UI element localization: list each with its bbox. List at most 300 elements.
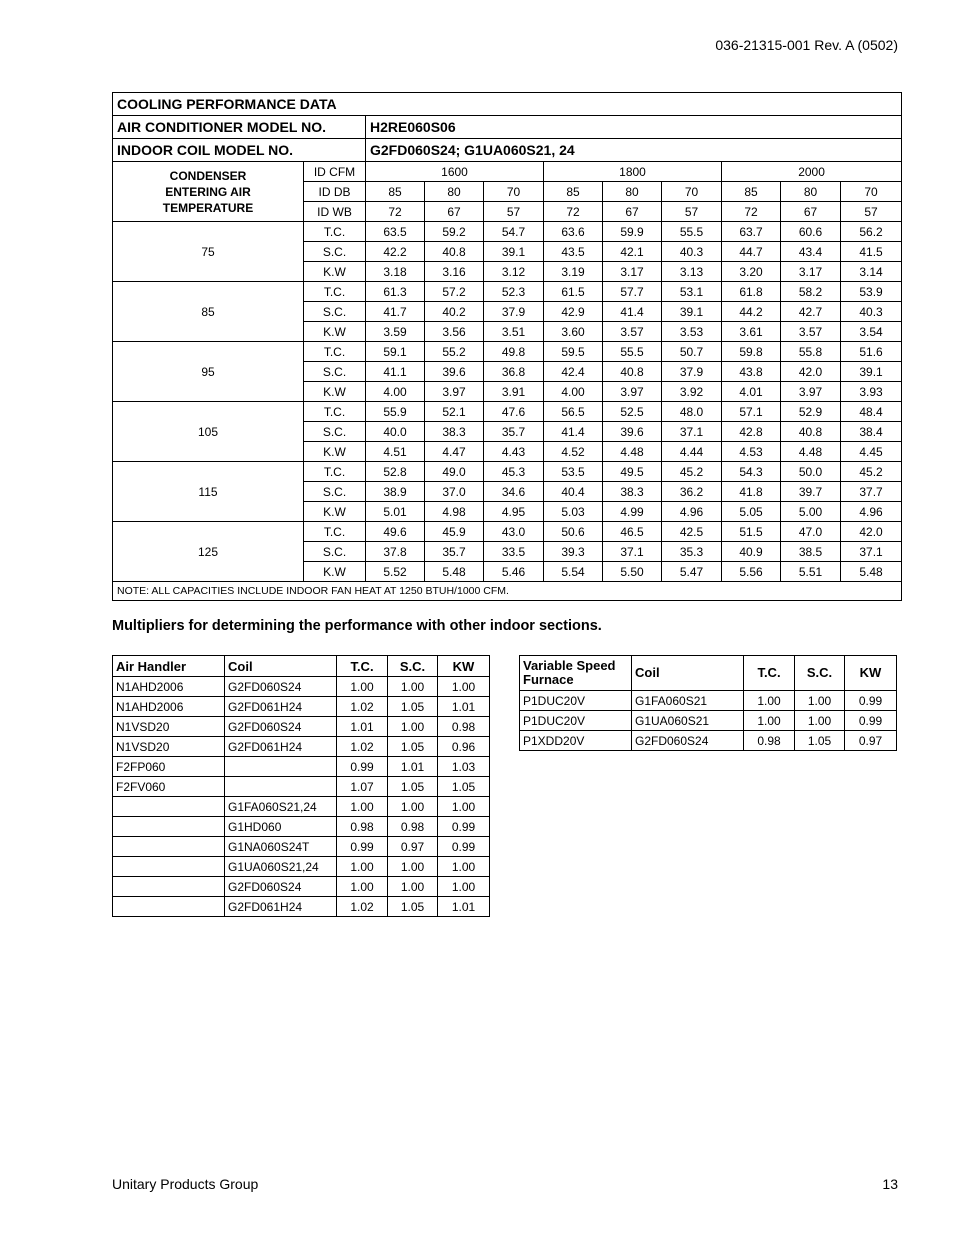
perf-cell: 5.48: [841, 562, 902, 582]
condenser-temp: 105: [113, 402, 304, 462]
table-cell: 1.00: [744, 711, 795, 731]
perf-cell: 52.5: [603, 402, 662, 422]
perf-cell: 5.50: [603, 562, 662, 582]
table-cell: 1.00: [438, 877, 490, 897]
table-cell: 0.96: [438, 737, 490, 757]
table-row: [113, 737, 490, 757]
perf-cell: 52.9: [781, 402, 841, 422]
cfm-header: 1600: [366, 162, 544, 182]
column-header: S.C.: [388, 656, 438, 677]
table-row: [113, 697, 490, 717]
table-cell: G1HD060: [225, 817, 337, 837]
perf-cell: 59.8: [722, 342, 781, 362]
perf-cell: 48.4: [841, 402, 902, 422]
table-cell: 1.02: [337, 737, 388, 757]
perf-cell: 3.97: [425, 382, 484, 402]
perf-cell: 41.1: [366, 362, 425, 382]
table-cell: 1.00: [337, 677, 388, 697]
condenser-temp: 115: [113, 462, 304, 522]
perf-cell: 40.2: [425, 302, 484, 322]
perf-cell: 42.0: [781, 362, 841, 382]
table-cell: [113, 817, 225, 837]
perf-row: [113, 282, 902, 302]
perf-cell: 55.8: [781, 342, 841, 362]
perf-cell: 37.7: [841, 482, 902, 502]
multipliers-title: Multipliers for determining the performance with other indoor sections.: [112, 618, 602, 634]
perf-cell: 3.57: [603, 322, 662, 342]
perf-cell: 3.51: [484, 322, 544, 342]
perf-cell: 57.2: [425, 282, 484, 302]
id-db-value: 70: [662, 182, 722, 202]
perf-cell: 4.99: [603, 502, 662, 522]
perf-cell: 53.9: [841, 282, 902, 302]
perf-cell: 3.17: [603, 262, 662, 282]
perf-cell: 51.6: [841, 342, 902, 362]
table-cell: 1.05: [388, 737, 438, 757]
perf-cell: 42.7: [781, 302, 841, 322]
perf-cell: 4.45: [841, 442, 902, 462]
id-db-value: 80: [603, 182, 662, 202]
perf-cell: 42.2: [366, 242, 425, 262]
perf-cell: 4.53: [722, 442, 781, 462]
perf-cell: 3.17: [781, 262, 841, 282]
table-cell: 0.98: [438, 717, 490, 737]
perf-row: [113, 522, 902, 542]
table-cell: G2FD060S24: [632, 731, 744, 751]
document-id: 036-21315-001 Rev. A (0502): [715, 37, 898, 53]
perf-cell: 3.20: [722, 262, 781, 282]
id-cfm-label: ID CFM: [304, 162, 366, 182]
perf-cell: 41.4: [603, 302, 662, 322]
metric-label: S.C.: [304, 422, 366, 442]
perf-cell: 3.54: [841, 322, 902, 342]
table-cell: G2FD061H24: [225, 697, 337, 717]
perf-cell: 57.1: [722, 402, 781, 422]
id-wb-value: 57: [484, 202, 544, 222]
table-cell: G1FA060S21: [632, 691, 744, 711]
table-cell: [113, 857, 225, 877]
perf-cell: 40.8: [425, 242, 484, 262]
table-cell: 0.99: [438, 817, 490, 837]
condenser-temp-label: [113, 162, 304, 222]
ac-model-label: AIR CONDITIONER MODEL NO.: [113, 116, 366, 139]
table-cell: 1.00: [337, 877, 388, 897]
id-wb-value: 72: [722, 202, 781, 222]
metric-label: T.C.: [304, 402, 366, 422]
perf-cell: 37.0: [425, 482, 484, 502]
table-cell: 0.99: [845, 691, 897, 711]
perf-cell: 4.00: [544, 382, 603, 402]
perf-cell: 41.7: [366, 302, 425, 322]
table-row: [113, 857, 490, 877]
id-wb-value: 72: [544, 202, 603, 222]
perf-cell: 42.8: [722, 422, 781, 442]
table-cell: [225, 777, 337, 797]
column-header: Variable Speed Furnace: [520, 656, 632, 691]
perf-cell: 5.51: [781, 562, 841, 582]
perf-cell: 5.47: [662, 562, 722, 582]
perf-cell: 4.96: [662, 502, 722, 522]
condenser-temp: 125: [113, 522, 304, 582]
perf-cell: 53.1: [662, 282, 722, 302]
perf-cell: 39.7: [781, 482, 841, 502]
perf-cell: 5.01: [366, 502, 425, 522]
perf-cell: 50.0: [781, 462, 841, 482]
table-cell: G1UA060S21,24: [225, 857, 337, 877]
perf-cell: 5.00: [781, 502, 841, 522]
perf-cell: 37.9: [484, 302, 544, 322]
metric-label: K.W: [304, 382, 366, 402]
perf-cell: 5.46: [484, 562, 544, 582]
perf-cell: 59.1: [366, 342, 425, 362]
perf-cell: 3.97: [781, 382, 841, 402]
perf-cell: 33.5: [484, 542, 544, 562]
perf-cell: 3.19: [544, 262, 603, 282]
perf-cell: 4.52: [544, 442, 603, 462]
id-db-value: 70: [841, 182, 902, 202]
table-cell: P1XDD20V: [520, 731, 632, 751]
perf-cell: 63.6: [544, 222, 603, 242]
table-cell: 1.05: [795, 731, 845, 751]
perf-cell: 5.56: [722, 562, 781, 582]
perf-cell: 38.4: [841, 422, 902, 442]
table-row: [113, 677, 490, 697]
id-db-value: 70: [484, 182, 544, 202]
metric-label: K.W: [304, 442, 366, 462]
perf-cell: 4.43: [484, 442, 544, 462]
table-cell: 1.00: [388, 877, 438, 897]
perf-cell: 63.7: [722, 222, 781, 242]
perf-cell: 44.2: [722, 302, 781, 322]
perf-cell: 42.1: [603, 242, 662, 262]
perf-cell: 5.03: [544, 502, 603, 522]
id-db-value: 85: [722, 182, 781, 202]
perf-cell: 43.4: [781, 242, 841, 262]
table-cell: [225, 757, 337, 777]
metric-label: K.W: [304, 322, 366, 342]
perf-cell: 37.1: [662, 422, 722, 442]
table-row: [113, 757, 490, 777]
perf-cell: 42.0: [841, 522, 902, 542]
metric-label: T.C.: [304, 282, 366, 302]
perf-cell: 52.3: [484, 282, 544, 302]
table-note: NOTE: ALL CAPACITIES INCLUDE INDOOR FAN HEAT AT 1250 BTUH/1000 CFM.: [113, 582, 902, 601]
perf-cell: 51.5: [722, 522, 781, 542]
perf-cell: 55.9: [366, 402, 425, 422]
table-row: [113, 877, 490, 897]
perf-cell: 39.1: [841, 362, 902, 382]
perf-cell: 5.54: [544, 562, 603, 582]
table-cell: N1AHD2006: [113, 697, 225, 717]
perf-cell: 57.7: [603, 282, 662, 302]
table-row: [113, 797, 490, 817]
perf-cell: 49.5: [603, 462, 662, 482]
table-row: [113, 717, 490, 737]
table-row: [113, 837, 490, 857]
metric-label: T.C.: [304, 222, 366, 242]
perf-cell: 39.6: [425, 362, 484, 382]
perf-cell: 3.60: [544, 322, 603, 342]
table-cell: F2FP060: [113, 757, 225, 777]
perf-cell: 36.2: [662, 482, 722, 502]
perf-cell: 42.5: [662, 522, 722, 542]
perf-cell: 5.05: [722, 502, 781, 522]
column-header: Air Handler: [113, 656, 225, 677]
perf-cell: 38.5: [781, 542, 841, 562]
perf-cell: 3.12: [484, 262, 544, 282]
table-cell: [113, 797, 225, 817]
perf-cell: 45.2: [662, 462, 722, 482]
perf-cell: 63.5: [366, 222, 425, 242]
perf-cell: 40.8: [603, 362, 662, 382]
table-cell: 1.03: [438, 757, 490, 777]
id-wb-value: 67: [603, 202, 662, 222]
table-cell: 1.00: [438, 797, 490, 817]
perf-cell: 59.9: [603, 222, 662, 242]
condenser-temp: 75: [113, 222, 304, 282]
table-cell: 1.02: [337, 697, 388, 717]
perf-cell: 44.7: [722, 242, 781, 262]
perf-cell: 43.0: [484, 522, 544, 542]
id-wb-value: 72: [366, 202, 425, 222]
perf-cell: 3.92: [662, 382, 722, 402]
perf-cell: 4.48: [781, 442, 841, 462]
perf-row: [113, 342, 902, 362]
perf-row: [113, 222, 902, 242]
perf-cell: 56.5: [544, 402, 603, 422]
table-cell: 1.00: [438, 677, 490, 697]
perf-cell: 38.3: [603, 482, 662, 502]
id-db-value: 80: [781, 182, 841, 202]
perf-cell: 4.51: [366, 442, 425, 462]
table-cell: 1.00: [337, 797, 388, 817]
perf-cell: 55.5: [603, 342, 662, 362]
perf-cell: 38.3: [425, 422, 484, 442]
perf-cell: 4.48: [603, 442, 662, 462]
table-cell: G2FD061H24: [225, 737, 337, 757]
perf-cell: 3.57: [781, 322, 841, 342]
cfm-header: 1800: [544, 162, 722, 182]
condenser-label-line: TEMPERATURE: [162, 200, 254, 215]
condenser-temp: 95: [113, 342, 304, 402]
perf-cell: 49.8: [484, 342, 544, 362]
perf-cell: 3.93: [841, 382, 902, 402]
table-cell: 1.05: [388, 777, 438, 797]
table-cell: [113, 837, 225, 857]
perf-cell: 39.6: [603, 422, 662, 442]
table-cell: 1.05: [388, 697, 438, 717]
table-cell: 0.99: [337, 837, 388, 857]
condenser-label-line: CONDENSER: [169, 168, 247, 183]
table-cell: 1.00: [744, 691, 795, 711]
table-cell: 1.00: [438, 857, 490, 877]
perf-cell: 45.2: [841, 462, 902, 482]
perf-cell: 3.13: [662, 262, 722, 282]
condenser-label-line: ENTERING AIR: [165, 184, 251, 199]
perf-cell: 61.3: [366, 282, 425, 302]
metric-label: S.C.: [304, 542, 366, 562]
perf-cell: 4.98: [425, 502, 484, 522]
table-cell: 1.00: [388, 797, 438, 817]
metric-label: T.C.: [304, 342, 366, 362]
perf-cell: 35.3: [662, 542, 722, 562]
table-cell: 1.01: [337, 717, 388, 737]
table-cell: 1.02: [337, 897, 388, 917]
perf-cell: 49.6: [366, 522, 425, 542]
id-wb-value: 67: [425, 202, 484, 222]
perf-cell: 61.5: [544, 282, 603, 302]
perf-cell: 4.95: [484, 502, 544, 522]
perf-cell: 3.18: [366, 262, 425, 282]
page-number: 13: [882, 1176, 898, 1192]
perf-cell: 40.9: [722, 542, 781, 562]
column-header: T.C.: [744, 656, 795, 691]
perf-cell: 5.52: [366, 562, 425, 582]
perf-row: [113, 462, 902, 482]
perf-cell: 37.8: [366, 542, 425, 562]
perf-cell: 3.53: [662, 322, 722, 342]
perf-cell: 41.5: [841, 242, 902, 262]
perf-cell: 60.6: [781, 222, 841, 242]
perf-cell: 45.3: [484, 462, 544, 482]
table-cell: 1.01: [438, 697, 490, 717]
metric-label: S.C.: [304, 362, 366, 382]
perf-cell: 40.0: [366, 422, 425, 442]
table-cell: 1.01: [388, 757, 438, 777]
perf-cell: 50.7: [662, 342, 722, 362]
perf-cell: 59.5: [544, 342, 603, 362]
perf-cell: 43.5: [544, 242, 603, 262]
perf-cell: 3.59: [366, 322, 425, 342]
perf-cell: 55.2: [425, 342, 484, 362]
perf-cell: 56.2: [841, 222, 902, 242]
ac-model-value: H2RE060S06: [366, 116, 902, 139]
perf-cell: 61.8: [722, 282, 781, 302]
perf-cell: 52.1: [425, 402, 484, 422]
perf-cell: 36.8: [484, 362, 544, 382]
perf-cell: 48.0: [662, 402, 722, 422]
metric-label: K.W: [304, 262, 366, 282]
perf-row: [113, 402, 902, 422]
column-header: KW: [845, 656, 897, 691]
perf-cell: 49.0: [425, 462, 484, 482]
table-cell: F2FV060: [113, 777, 225, 797]
perf-cell: 54.3: [722, 462, 781, 482]
table-cell: N1AHD2006: [113, 677, 225, 697]
perf-cell: 52.8: [366, 462, 425, 482]
metric-label: S.C.: [304, 302, 366, 322]
perf-cell: 43.8: [722, 362, 781, 382]
perf-cell: 41.8: [722, 482, 781, 502]
perf-cell: 40.3: [841, 302, 902, 322]
perf-cell: 37.1: [841, 542, 902, 562]
perf-cell: 39.3: [544, 542, 603, 562]
column-header: KW: [438, 656, 490, 677]
table-cell: 0.97: [388, 837, 438, 857]
table-cell: 0.99: [845, 711, 897, 731]
table-cell: 1.01: [438, 897, 490, 917]
perf-cell: 4.96: [841, 502, 902, 522]
perf-cell: 59.2: [425, 222, 484, 242]
table-row: [113, 897, 490, 917]
metric-label: S.C.: [304, 242, 366, 262]
table-title: COOLING PERFORMANCE DATA: [113, 93, 902, 116]
column-header: Coil: [225, 656, 337, 677]
perf-cell: 41.4: [544, 422, 603, 442]
perf-cell: 3.61: [722, 322, 781, 342]
perf-cell: 35.7: [484, 422, 544, 442]
furnace-multipliers-table: [519, 655, 897, 751]
perf-cell: 47.0: [781, 522, 841, 542]
perf-cell: 40.8: [781, 422, 841, 442]
metric-label: T.C.: [304, 462, 366, 482]
column-header: Coil: [632, 656, 744, 691]
table-cell: 1.00: [388, 857, 438, 877]
table-cell: 1.00: [388, 717, 438, 737]
table-cell: P1DUC20V: [520, 711, 632, 731]
perf-cell: 58.2: [781, 282, 841, 302]
perf-cell: 4.00: [366, 382, 425, 402]
metric-label: K.W: [304, 502, 366, 522]
condenser-temp: 85: [113, 282, 304, 342]
table-cell: N1VSD20: [113, 717, 225, 737]
id-wb-label: ID WB: [304, 202, 366, 222]
id-wb-value: 57: [662, 202, 722, 222]
perf-cell: 4.01: [722, 382, 781, 402]
table-cell: 0.99: [337, 757, 388, 777]
table-cell: 1.00: [337, 857, 388, 877]
perf-cell: 55.5: [662, 222, 722, 242]
column-header: S.C.: [795, 656, 845, 691]
perf-cell: 4.47: [425, 442, 484, 462]
perf-cell: 35.7: [425, 542, 484, 562]
perf-cell: 4.44: [662, 442, 722, 462]
coil-model-value: G2FD060S24; G1UA060S21, 24: [366, 139, 902, 162]
table-cell: 0.98: [388, 817, 438, 837]
perf-cell: 3.16: [425, 262, 484, 282]
table-cell: G1NA060S24T: [225, 837, 337, 857]
perf-cell: 38.9: [366, 482, 425, 502]
perf-cell: 45.9: [425, 522, 484, 542]
air-handler-multipliers-table: [112, 655, 490, 917]
column-header: T.C.: [337, 656, 388, 677]
coil-model-label: INDOOR COIL MODEL NO.: [113, 139, 366, 162]
table-cell: 0.98: [744, 731, 795, 751]
table-row: [520, 691, 897, 711]
id-db-value: 85: [544, 182, 603, 202]
table-cell: 0.99: [438, 837, 490, 857]
metric-label: K.W: [304, 562, 366, 582]
table-cell: 0.98: [337, 817, 388, 837]
perf-cell: 50.6: [544, 522, 603, 542]
table-row: [520, 731, 897, 751]
perf-cell: 42.9: [544, 302, 603, 322]
id-wb-value: 67: [781, 202, 841, 222]
metric-label: S.C.: [304, 482, 366, 502]
id-wb-value: 57: [841, 202, 902, 222]
perf-cell: 39.1: [484, 242, 544, 262]
table-row: [113, 777, 490, 797]
table-cell: G2FD060S24: [225, 717, 337, 737]
perf-cell: 37.1: [603, 542, 662, 562]
id-db-label: ID DB: [304, 182, 366, 202]
table-cell: [113, 897, 225, 917]
perf-cell: 42.4: [544, 362, 603, 382]
table-cell: 1.00: [795, 711, 845, 731]
table-cell: 1.00: [388, 677, 438, 697]
perf-cell: 37.9: [662, 362, 722, 382]
footer-company: Unitary Products Group: [112, 1176, 259, 1192]
